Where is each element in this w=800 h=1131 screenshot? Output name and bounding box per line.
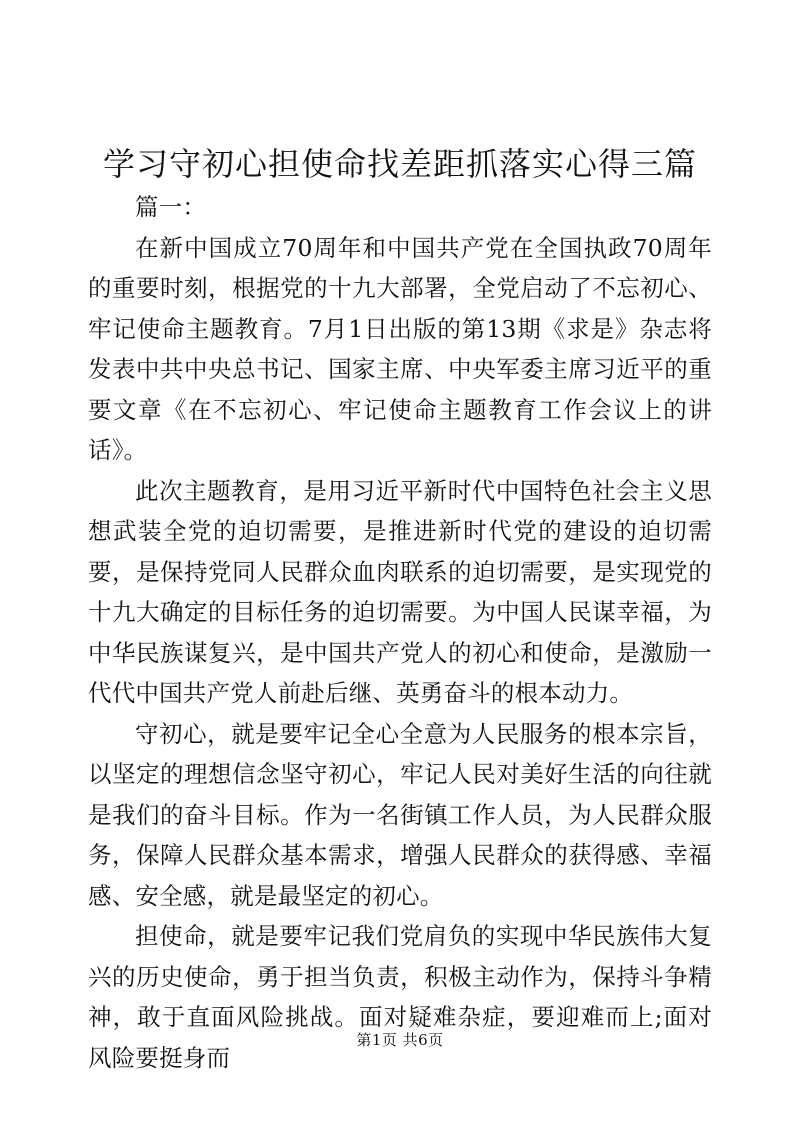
document-title: 学习守初心担使命找差距抓落实心得三篇	[102, 145, 697, 183]
paragraph-4: 担使命，就是要牢记我们党肩负的实现中华民族伟大复兴的历史使命，勇于担当负责，积极主动作为，保持斗争精神，敢于直面风险挑战。面对疑难杂症，要迎难而上;面对风险要挺身而	[88, 922, 712, 1072]
document-body	[88, 187, 712, 1078]
page-indicator: 第1页 共6页	[356, 1031, 444, 1049]
section-label: 篇一：	[135, 193, 207, 221]
paragraph-3: 守初心，就是要牢记全心全意为人民服务的根本宗旨，以坚定的理想信念坚守初心，牢记人民对美好生活的向往就是我们的奋斗目标。作为一名街镇工作人员，为人民群众服务，保障人民群众基本需求，增强人民群众的获得感、幸福感、安全感，就是最坚定的初心。	[88, 719, 712, 910]
paragraph-1: 在新中国成立70周年和中国共产党在全国执政70周年的重要时刻，根据党的十九大部署，全党启动了不忘初心、牢记使命主题教育。7月1日出版的第13期《求是》杂志将发表中共中央总书记、国家主席、中央军委主席习近平的重要文章《在不忘初心、牢记使命主题教育工作会议上的讲话》。	[88, 233, 712, 464]
paragraph-2: 此次主题教育，是用习近平新时代中国特色社会主义思想武装全党的迫切需要，是推进新时代党的建设的迫切需要，是保持党同人民群众血肉联系的迫切需要，是实现党的十九大确定的目标任务的迫切需要。为中国人民谋幸福，为中华民族谋复兴，是中国共产党人的初心和使命，是激励一代代中国共产党人前赴后继、英勇奋斗的根本动力。	[88, 476, 712, 707]
